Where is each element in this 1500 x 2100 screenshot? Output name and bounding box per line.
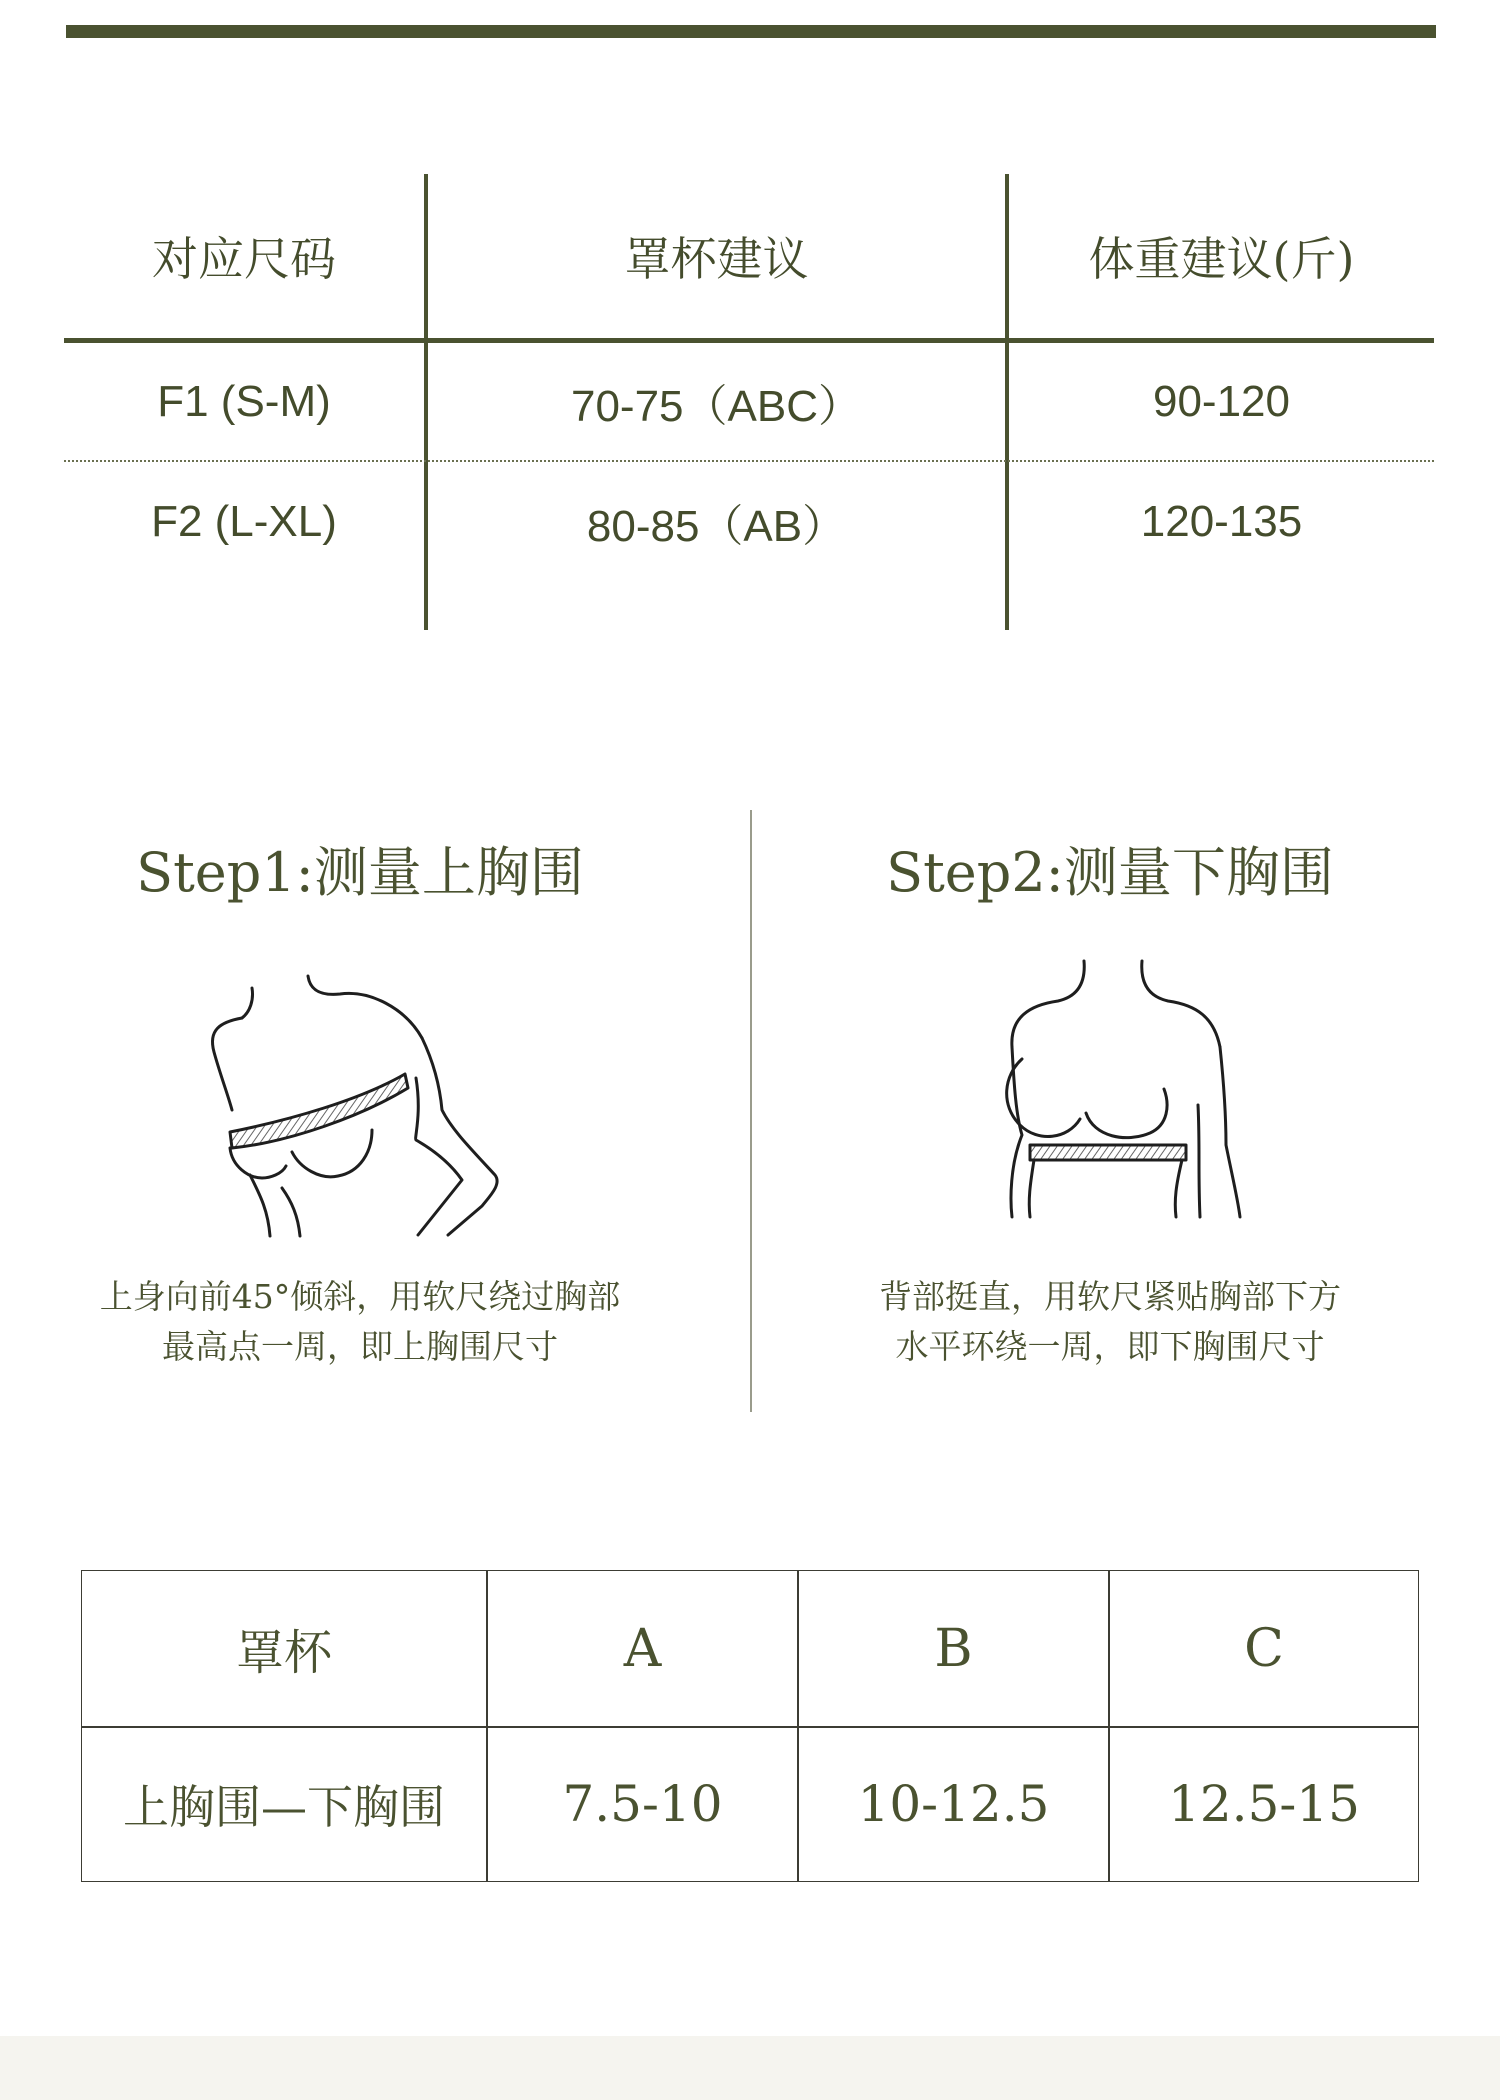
size-table [64, 174, 1434, 630]
row-2-size: F2 (L-XL) [151, 497, 337, 546]
steps-divider [750, 810, 752, 1412]
cup-value-b: 10-12.5 [857, 1775, 1050, 1833]
header-size: 对应尺码 [152, 232, 336, 286]
header-weight: 体重建议(斤) [1088, 232, 1355, 286]
step1-description [70, 1272, 650, 1372]
cup-value-a: 7.5-10 [562, 1775, 723, 1833]
cup-header-label: 罩杯 [235, 1625, 332, 1681]
cup-table [81, 1570, 1419, 1882]
row-1-weight: 90-120 [1152, 376, 1290, 426]
cup-header-a: A [623, 1618, 662, 1679]
under-bust-measure-icon [1000, 955, 1270, 1225]
step1-desc-line1: 上身向前45°倾斜，用软尺绕过胸部 [99, 1277, 621, 1316]
cup-header-c: C [1244, 1618, 1284, 1679]
row-1-cup: 70-75（ABC） [570, 381, 862, 431]
row-2-cup: 80-85（AB） [586, 502, 847, 551]
cup-header-b: B [934, 1618, 973, 1679]
cup-row-label: 上胸围—下胸围 [123, 1780, 445, 1834]
step2-description [820, 1272, 1400, 1372]
footer-band [0, 2036, 1500, 2100]
header-cup: 罩杯建议 [624, 232, 809, 286]
step1-desc-line2: 最高点一周，即上胸围尺寸 [162, 1327, 558, 1366]
upper-bust-measure-icon [190, 970, 520, 1240]
row-2-weight: 120-135 [1140, 497, 1303, 546]
cup-value-c: 12.5-15 [1168, 1775, 1360, 1833]
step1-title: Step1:测量上胸围 [136, 841, 584, 904]
step2-desc-line1: 背部挺直，用软尺紧贴胸部下方 [879, 1277, 1341, 1316]
row-1-size: F1 (S-M) [157, 376, 331, 426]
step2-title: Step2:测量下胸围 [886, 841, 1334, 904]
top-bar [66, 25, 1436, 38]
step2-desc-line2: 水平环绕一周，即下胸围尺寸 [895, 1327, 1325, 1366]
